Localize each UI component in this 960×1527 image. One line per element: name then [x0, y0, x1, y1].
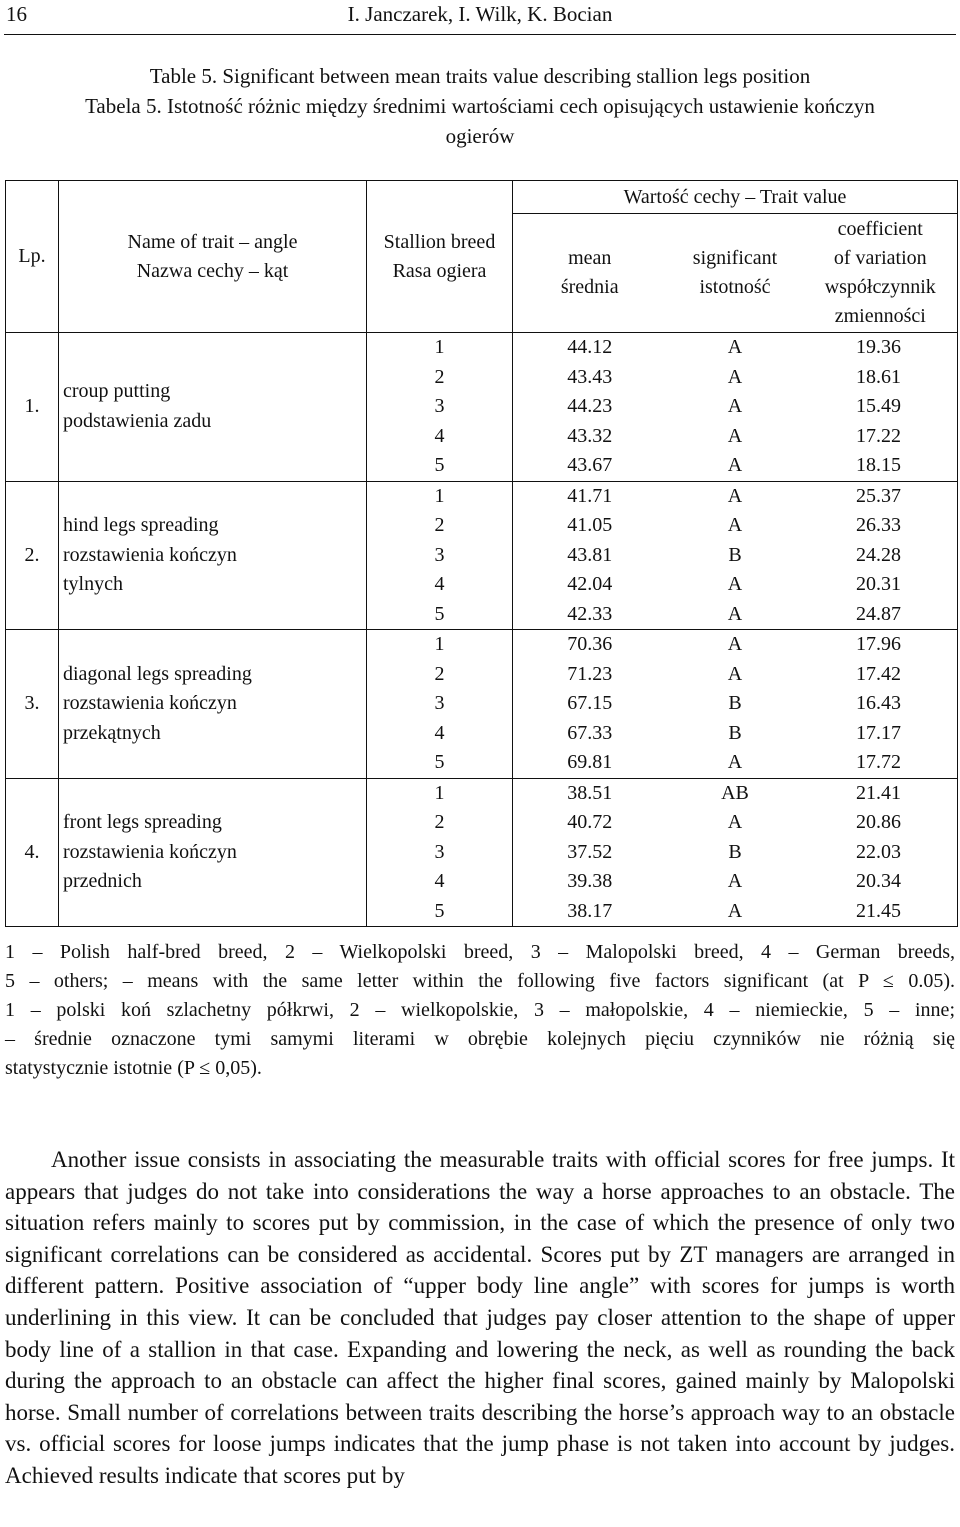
trait-line: przednich [63, 870, 142, 892]
breed-cell: 3 [434, 840, 445, 863]
cv-column [804, 333, 958, 482]
trait-line: przekątnych [63, 721, 161, 744]
cv-cell: 20.31 [856, 573, 901, 595]
header-trait-pl: Nazwa cechy – kąt [136, 259, 289, 282]
header-breed-en: Stallion breed [383, 230, 496, 253]
significance-column [667, 481, 804, 630]
trait-line: podstawienia zadu [63, 409, 212, 432]
row-trait [59, 778, 367, 927]
breed-cell: 3 [434, 692, 445, 714]
header-breed-pl: Rasa ogiera [392, 259, 487, 282]
header-trait [59, 181, 367, 333]
breed-cell: 5 [434, 602, 445, 625]
mean-cell: 44.12 [567, 336, 613, 358]
cv-cell: 17.42 [856, 662, 901, 685]
mean-column [513, 481, 667, 630]
row-trait [59, 630, 367, 779]
significance-cell: A [727, 484, 743, 507]
row-lp: 3. [6, 630, 59, 779]
significance-column [667, 778, 804, 927]
cv-cell: 22.03 [856, 840, 901, 863]
header-significant-pl: istotność [699, 276, 771, 298]
breed-column [367, 481, 513, 630]
breed-cell: 4 [434, 721, 445, 744]
cv-cell: 20.34 [856, 870, 901, 892]
breed-cell: 3 [434, 395, 445, 417]
trait-line: croup putting [63, 380, 171, 403]
cv-cell: 21.41 [856, 781, 901, 804]
breed-cell: 3 [434, 543, 445, 566]
header-mean-pl: średnia [560, 276, 619, 298]
mean-cell: 41.05 [567, 514, 613, 536]
page-header [0, 0, 960, 30]
breed-cell: 4 [434, 424, 445, 447]
cv-cell: 20.86 [856, 811, 901, 833]
trait-line: rozstawienia kończyn [63, 840, 237, 863]
mean-cell: 38.51 [567, 781, 613, 804]
mean-cell: 44.23 [567, 395, 613, 417]
mean-cell: 39.38 [567, 870, 613, 892]
cv-column [804, 778, 958, 927]
trait-line: rozstawienia kończyn [63, 692, 237, 714]
significance-cell: A [727, 633, 743, 655]
header-rule [4, 34, 956, 35]
cv-cell: 21.45 [856, 899, 901, 922]
data-table [5, 180, 958, 927]
row-lp: 2. [6, 481, 59, 630]
breed-column [367, 630, 513, 779]
significance-cell: A [727, 336, 743, 358]
table-row [6, 630, 958, 779]
mean-cell: 67.15 [567, 692, 613, 714]
header-cv-en2: of variation [833, 247, 927, 269]
row-trait [59, 333, 367, 482]
significance-cell: A [727, 424, 743, 447]
row-lp: 4. [6, 778, 59, 927]
significance-cell: A [727, 899, 743, 922]
footnote-line: 1 – Polish half-bred breed, 2 – Wielkopolski breed, 3 – Malopolski breed, 4 – German breeds, [5, 941, 955, 963]
mean-column [513, 333, 667, 482]
table-row [6, 778, 958, 927]
significance-cell: A [727, 514, 743, 536]
cv-cell: 17.17 [856, 721, 901, 744]
significance-cell: A [727, 573, 743, 595]
trait-line: tylnych [63, 573, 123, 595]
significance-cell: B [728, 543, 742, 566]
breed-cell: 4 [434, 870, 445, 892]
mean-cell: 43.67 [567, 454, 613, 476]
header-lp: Lp. [6, 181, 59, 333]
trait-line: hind legs spreading [63, 514, 219, 536]
significance-cell: A [727, 602, 743, 625]
mean-cell: 43.43 [567, 365, 613, 388]
breed-cell: 5 [434, 751, 445, 773]
significance-cell: AB [721, 781, 749, 804]
breed-cell: 2 [434, 514, 445, 536]
mean-cell: 42.04 [567, 573, 613, 595]
cv-cell: 16.43 [856, 692, 901, 714]
cv-cell: 25.37 [856, 484, 901, 507]
mean-cell: 42.33 [567, 602, 613, 625]
trait-line: front legs spreading [63, 811, 222, 833]
header-trait-value: Wartość cechy – Trait value [513, 181, 958, 214]
cv-cell: 24.28 [856, 543, 901, 566]
breed-cell: 1 [434, 336, 445, 358]
mean-cell: 69.81 [567, 751, 613, 773]
table-caption-pl-cont: ogierów [445, 124, 515, 148]
cv-cell: 15.49 [856, 395, 901, 417]
cv-column [804, 630, 958, 779]
cv-cell: 19.36 [856, 336, 901, 358]
cv-cell: 24.87 [856, 602, 901, 625]
cv-column [804, 481, 958, 630]
cv-cell: 17.96 [856, 633, 901, 655]
mean-column [513, 778, 667, 927]
breed-cell: 2 [434, 811, 445, 833]
breed-cell: 1 [434, 484, 445, 507]
mean-cell: 38.17 [567, 899, 613, 922]
mean-cell: 70.36 [567, 633, 613, 655]
significance-cell: A [727, 811, 743, 833]
table-header-row [6, 181, 958, 214]
significance-cell: A [727, 662, 743, 685]
significance-cell: A [727, 454, 743, 476]
running-title: I. Janczarek, I. Wilk, K. Bocian [347, 2, 613, 26]
header-coefficient [804, 214, 958, 333]
footnote-line: 1 – polski koń szlachetny półkrwi, 2 – wielkopolskie, 3 – małopolskie, 4 – niemieckie, 5 – inne; [5, 999, 955, 1021]
significance-column [667, 630, 804, 779]
breed-column [367, 778, 513, 927]
page-number: 16 [6, 2, 27, 26]
table-row [6, 333, 958, 482]
footnote-line: – średnie oznaczone tymi samymi literami w obrębie kolejnych pięciu czynników nie różnią się [5, 1028, 955, 1050]
breed-cell: 4 [434, 573, 445, 595]
footnote-line: statystycznie istotnie (P ≤ 0,05). [5, 1057, 262, 1079]
breed-cell: 1 [434, 781, 445, 804]
significance-cell: A [727, 870, 743, 892]
breed-cell: 2 [434, 662, 445, 685]
mean-cell: 40.72 [567, 811, 613, 833]
table-row [6, 481, 958, 630]
table-caption-en: Table 5. Significant between mean traits value describing stallion legs position [149, 64, 811, 88]
breed-cell: 2 [434, 365, 445, 388]
trait-line: rozstawienia kończyn [63, 543, 237, 566]
header-mean-en: mean [568, 247, 612, 269]
significance-cell: A [727, 395, 743, 417]
mean-cell: 41.71 [567, 484, 613, 507]
significance-cell: A [727, 365, 743, 388]
cv-cell: 26.33 [856, 514, 901, 536]
breed-cell: 5 [434, 454, 445, 476]
mean-cell: 43.81 [567, 543, 613, 566]
header-significant-en: significant [692, 247, 778, 269]
significance-cell: A [727, 751, 743, 773]
significance-cell: B [728, 692, 742, 714]
cv-cell: 17.72 [856, 751, 901, 773]
significance-cell: B [728, 721, 742, 744]
row-trait [59, 481, 367, 630]
breed-cell: 5 [434, 899, 445, 922]
significance-column [667, 333, 804, 482]
header-mean [513, 214, 667, 333]
body-paragraph: Another issue consists in associating the measurable traits with official scores for free jumps. It appears that judges do not take into considerations the way a horse approaches to an obstacle. The situation refers mainly to scores put by commission, in the case of which the presence of only two significant correlations can be considered as accidental. Scores put by ZT managers are arranged in different pattern. Positive association of “upper body line angle” with scores for jumps is worth underlining in this view. It can be concluded that judges pay closer attention to the shape of upper body line of a stallion in that case. Expanding and lowering the neck, as well as rounding the back during the approach to an obstacle can affect the higher final scores, gained mainly by Malopolski horse. Small number of correlations between traits describing the horse’s approach way to an obstacle vs. official scores for loose jumps indicates that the jump phase is not taken into account by judges. Achieved results indicate that scores put by [5, 1147, 955, 1488]
header-cv-pl2: zmienności [834, 305, 926, 327]
footnote-line: 5 – others; – means with the same letter within the following five factors significant (at P ≤ 0.05). [5, 970, 955, 992]
mean-cell: 43.32 [567, 424, 613, 447]
row-lp: 1. [6, 333, 59, 482]
header-trait-en: Name of trait – angle [127, 230, 298, 253]
cv-cell: 17.22 [856, 424, 901, 447]
mean-cell: 37.52 [567, 840, 613, 863]
mean-column [513, 630, 667, 779]
header-significant [667, 214, 804, 333]
header-cv-pl1: współczynnik [824, 276, 936, 298]
table-caption-pl: Tabela 5. Istotność różnic między średnimi wartościami cech opisujących ustawienie kończyn [85, 94, 875, 118]
breed-cell: 1 [434, 633, 445, 655]
header-cv-en1: coefficient [837, 218, 923, 240]
header-breed [367, 181, 513, 333]
mean-cell: 71.23 [567, 662, 613, 685]
breed-column [367, 333, 513, 482]
cv-cell: 18.15 [856, 454, 901, 476]
significance-cell: B [728, 840, 742, 863]
trait-line: diagonal legs spreading [63, 662, 252, 685]
cv-cell: 18.61 [856, 365, 901, 388]
mean-cell: 67.33 [567, 721, 613, 744]
